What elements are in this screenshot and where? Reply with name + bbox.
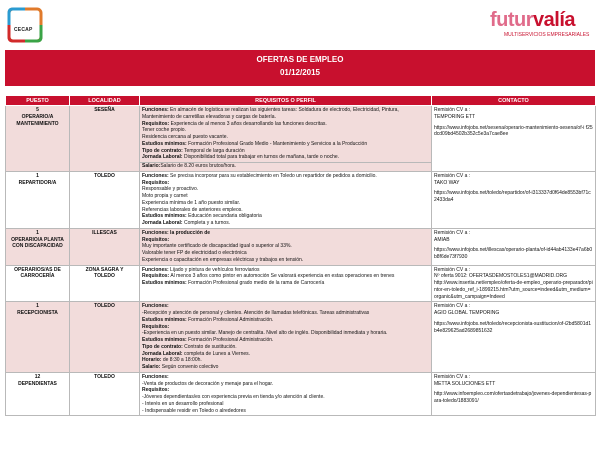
cell-puesto: 1 RECEPCIONISTA <box>6 302 70 373</box>
requisito-label: Funciones: <box>142 266 169 273</box>
requisito-text: Referencias laborales de anteriores empleos. <box>142 206 243 213</box>
cell-localidad: ZONA SAGRA Y TOLEDO <box>70 265 140 302</box>
cell-puesto: 1 OPERARIO/A PLANTA CON DISCAPACIDAD <box>6 228 70 265</box>
requisito-text: Experiencia de al menos 3 años desarrollando las funciones descritas. <box>169 120 327 127</box>
futurvalia-logo-part2: valía <box>533 9 576 31</box>
cell-contacto <box>432 106 596 172</box>
requisito-label: Funciones: <box>142 303 169 310</box>
requisito-line <box>142 280 429 287</box>
requisito-label: Salario: <box>142 364 161 370</box>
requisito-label: Estudios mínimos: <box>142 280 187 286</box>
cecap-logo-text: CECAP <box>14 27 33 33</box>
requisito-line <box>142 408 429 415</box>
requisito-text: - Indispensable residir en Toledo o alrededores <box>142 407 246 414</box>
requisito-line <box>142 220 429 227</box>
requisito-text: Experiencia o capacitación en empresas eléctricas y trabajos en tensión. <box>142 256 304 263</box>
requisito-label: Salario: <box>142 163 161 169</box>
requisito-line <box>142 127 429 134</box>
requisito-line <box>142 330 429 337</box>
requisito-line <box>142 273 429 280</box>
requisito-line <box>142 303 429 310</box>
requisito-line <box>142 310 429 317</box>
contact-line: AGIO GLOBAL TEMPORING <box>434 310 500 316</box>
requisito-text: de 8:30 a 18:00h. <box>161 357 202 364</box>
cell-localidad: TOLEDO <box>70 372 140 416</box>
requisito-label: Estudios mínimos: <box>142 337 187 343</box>
requisito-line <box>142 324 429 331</box>
requisito-text: Formación Profesional Administración. <box>186 337 274 343</box>
table-row <box>6 228 596 265</box>
requisito-text: Contrato de sustitución. <box>182 343 237 350</box>
requisito-line <box>142 337 429 344</box>
contact-line: Nº oferta 9012: OFERTASDEMOSTOLES1@MADRID.ORG <box>434 273 568 280</box>
requisito-label: Estudios mínimos: <box>142 316 187 323</box>
table-row <box>6 171 596 228</box>
requisito-label: Requisitos: <box>142 236 170 243</box>
requisito-line <box>142 237 429 244</box>
requisito-line <box>142 141 429 148</box>
requisito-line <box>142 173 429 180</box>
contact-link: http://www.insertia.net/empleo/oferta-de-empleo_operario-preparador/pintor-en-toledo_ref_i-1899215.htm?utm_source=indeed&utm_medium=organic&utm_campaign=Indeed <box>434 280 593 300</box>
requisito-line <box>142 134 429 141</box>
requisito-line <box>142 213 429 220</box>
cell-contacto <box>432 372 596 416</box>
cell-puesto: 1 REPARTIDOR/A <box>6 171 70 228</box>
contact-line: AMIAB <box>434 236 450 243</box>
requisito-text: Formación Profesional Administración. <box>186 316 274 323</box>
cell-requisitos <box>140 106 432 172</box>
requisito-line <box>142 267 429 274</box>
table-row <box>6 265 596 302</box>
cell-localidad: ILLESCAS <box>70 228 140 265</box>
contact-line: Remisión CV a : <box>434 107 471 113</box>
page-header <box>0 0 600 50</box>
contact-line: Remisión CV a : <box>434 266 471 273</box>
cell-localidad: TOLEDO <box>70 302 140 373</box>
cell-localidad: SESEÑA <box>70 106 140 172</box>
requisito-line <box>142 230 429 237</box>
requisito-line <box>142 200 429 207</box>
contact-line: Remisión CV a : <box>434 172 471 179</box>
cell-requisitos <box>140 372 432 416</box>
requisito-text: completa de Lunes a Viernes. <box>182 350 251 357</box>
requisito-label: Requisitos: <box>142 179 170 186</box>
requisito-text: -Recepción y atención de personal y clientes. Atención de llamadas telefónicas. Tareas administrativas <box>142 310 370 316</box>
offers-table <box>5 95 596 416</box>
requisito-text: Salario de 8.20 euros brutos/hora. <box>160 163 236 169</box>
requisito-line <box>142 107 429 121</box>
contact-line: TEMPORING ETT <box>434 113 476 120</box>
page-date: 01/12/2015 <box>279 68 321 77</box>
cell-requisitos <box>140 302 432 373</box>
requisito-line <box>142 257 429 264</box>
cell-requisitos <box>140 228 432 265</box>
futurvalia-logo <box>490 9 596 43</box>
requisito-label: Jornada Laboral: <box>142 350 183 357</box>
requisito-line <box>142 394 429 401</box>
contact-line: Remisión CV a : <box>434 229 471 236</box>
requisito-text: Moto propia y carnet <box>142 193 188 199</box>
contact-line: Remisión CV a : <box>434 373 471 380</box>
requisito-label: Requisitos: <box>142 323 170 330</box>
table-header-row <box>6 96 596 106</box>
requisito-text: Al menos 3 años como pintor en automoción Se valorará experiencia en estas operaciones en trenes <box>169 273 395 280</box>
cell-contacto <box>432 302 596 373</box>
cell-puesto: OPERARIOS/AS DE CARROCERÍA <box>6 265 70 302</box>
contact-line: METTA SOLUCIONES ETT <box>434 380 496 387</box>
requisito-label: Tipo de contrato: <box>142 147 183 154</box>
column-header-localidad: LOCALIDAD <box>70 96 140 106</box>
cell-requisitos <box>140 171 432 228</box>
requisito-line <box>142 364 429 371</box>
contact-link: https://www.infojobs.net/sesena/operario-mantenimiento-sesena/of-i f25dcd09bd4502b352c5e3a7cae8ee <box>434 124 593 138</box>
requisito-line <box>142 250 429 257</box>
requisito-line <box>142 148 429 155</box>
requisito-text: Temporal de larga duración <box>182 147 245 154</box>
table-row <box>6 302 596 373</box>
requisito-text: -Venta de productos de decoración y menaje para el hogar. <box>142 380 274 387</box>
requisito-text: Muy importante certificado de discapacidad igual o superior al 33%. <box>142 243 292 250</box>
cell-contacto <box>432 265 596 302</box>
requisito-text: - Interés en un desarrollo profesional <box>142 400 224 407</box>
requisito-label: Tipo de contrato: <box>142 343 183 350</box>
requisito-line <box>142 207 429 214</box>
cecap-logo <box>6 6 44 44</box>
contact-line: Remisión CV a : <box>434 303 471 310</box>
requisito-line <box>142 357 429 364</box>
requisito-label: Estudios mínimos: <box>142 140 187 147</box>
contact-link: https://www.infojobs.net/toledo/repartidor/of-i313337d0f64de8553bf71c2433da4 <box>434 190 591 203</box>
requisito-label: Requisitos: <box>142 273 170 280</box>
column-header-contacto: CONTACTO <box>432 96 596 106</box>
requisito-line <box>142 317 429 324</box>
requisito-text: En almacén de logística se realizan las siguientes tareas: Soldadura de electrodo, Electricidad, Pintura, Mantenimiento de carretillas elevadoras y cargas de batería. <box>142 107 399 120</box>
requisito-label: Funciones: <box>142 373 169 380</box>
requisito-line <box>142 121 429 128</box>
futurvalia-logo-subtitle: MULTISERVICIOS EMPRESARIALES <box>504 32 590 38</box>
requisito-text: Residencia cercana al puesto vacante. <box>142 134 228 140</box>
requisito-text: -Experiencia en un puesto similar. Manejo de centralita. Nivel alto de inglés. Disponibilidad inmediata y horaria. <box>142 330 388 337</box>
requisito-line <box>142 387 429 394</box>
requisito-line <box>142 401 429 408</box>
requisito-label: Jornada Laboral: <box>142 220 183 226</box>
requisito-line <box>142 154 429 161</box>
offers-table-body <box>6 106 596 416</box>
page-title: OFERTAS DE EMPLEO <box>256 55 344 64</box>
requisito-label: Funciones: <box>142 107 169 113</box>
requisito-line <box>142 180 429 187</box>
requisito-text: -Jóvenes dependientas/es con experiencia previa en tienda y/o atención al cliente. <box>142 394 325 400</box>
requisito-text: Experiencia mínima de 1 año puesto similar. <box>142 199 241 206</box>
requisito-label: Jornada Laboral: <box>142 154 183 161</box>
requisito-text: Tener coche propio. <box>142 127 186 134</box>
requisito-text: Disponibilidad total para trabajar en turnos de mañana, tarde o noche. <box>182 154 340 161</box>
cell-contacto <box>432 171 596 228</box>
requisito-line <box>142 351 429 358</box>
requisito-label: Requisitos: <box>142 387 170 394</box>
column-header-requisitos: REQUISITOS O PERFIL <box>140 96 432 106</box>
requisito-line <box>142 163 429 170</box>
futurvalia-logo-part1: futur <box>490 9 534 31</box>
cell-localidad: TOLEDO <box>70 171 140 228</box>
requisito-line <box>142 193 429 200</box>
requisito-label: Horario: <box>142 357 162 364</box>
table-row <box>6 372 596 416</box>
contact-line: TAKO WAY <box>434 179 460 186</box>
requisito-text: Se precisa incorporar para su establecimiento en Toledo un repartidor de pedidos a domicilio. <box>168 172 377 179</box>
requisito-line <box>142 344 429 351</box>
requisito-text: Formación Profesional grado medio de la rama de Carrocería <box>186 280 325 286</box>
contact-link: http://www.infoempleo.com/ofertasdetrabajo/jovenes-dependientesas-para-toledo/1883091/ <box>434 391 592 404</box>
requisito-label: Estudios mínimos: <box>142 213 187 220</box>
requisito-line <box>142 381 429 388</box>
requisito-label: Funciones: la producción de <box>142 229 211 236</box>
requisito-text: Responsable y proactivo. <box>142 186 199 193</box>
requisito-line <box>142 374 429 381</box>
requisito-label: Requisitos: <box>142 120 170 127</box>
requisito-text: Educación secundaria obligatoria <box>186 213 262 220</box>
requisito-label: Funciones: <box>142 172 169 179</box>
cell-contacto <box>432 228 596 265</box>
cell-puesto: 12 DEPENDIENTAS <box>6 372 70 416</box>
cell-requisitos <box>140 265 432 302</box>
requisito-line <box>142 243 429 250</box>
requisito-text: Completa y a turnos. <box>182 220 231 226</box>
contact-link: https://www.infojobs.net/illescas/operario-planta/of-id44ab4133e47a6b0b8f6de73f7930 <box>434 247 593 260</box>
requisito-text: Lijado y pintura de vehículos ferroviarios <box>168 266 260 273</box>
requisito-text: Según convenio colectivo <box>160 364 219 370</box>
requisito-text: Valorable tener FP de electricidad o electrónica <box>142 250 247 256</box>
column-header-puesto: PUESTO <box>6 96 70 106</box>
requisito-line <box>142 186 429 193</box>
table-row <box>6 106 596 172</box>
requisito-text: Formación Profesional Grado Medio - Mantenimiento y Servicios a la Producción <box>186 140 368 147</box>
title-band <box>5 50 595 86</box>
contact-link: https://www.infojobs.net/toledo/recepcionista-sustitucion/of-i2bd5801d1b4e829625ad2689851632 <box>434 320 592 334</box>
cell-puesto: 5 OPERARIO/A MANTENIMIENTO <box>6 106 70 172</box>
